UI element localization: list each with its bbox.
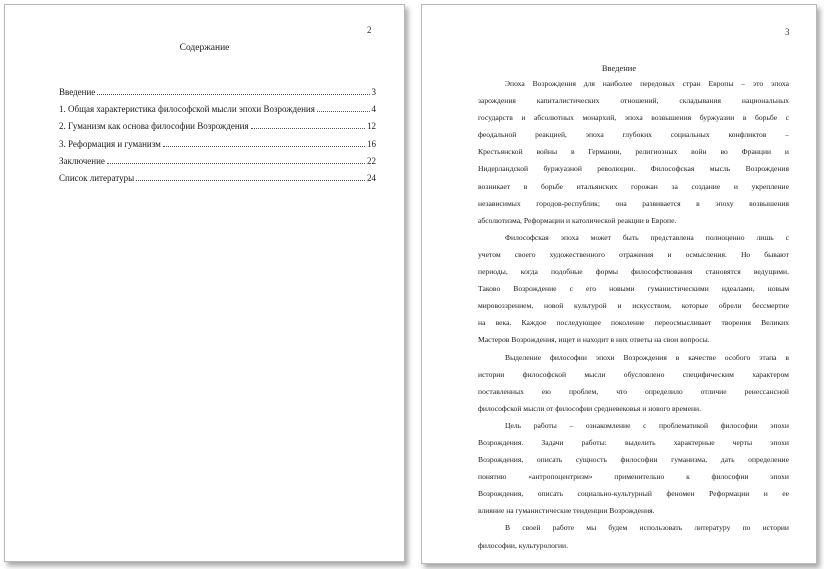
toc-entry-label: 3. Реформация и гуманизм	[59, 138, 161, 149]
toc-leader-dots	[107, 156, 365, 164]
toc-entry-chapter-3[interactable]	[59, 139, 376, 156]
text-line: Возрождения, описать социально-культурный феномен Реформации и ее	[478, 489, 789, 499]
text-line: влияние на гуманистические тенденции Возрождения.	[478, 506, 655, 516]
page-number: 3	[785, 27, 790, 37]
text-line: Нидерландской буржуазной революции. Философская мысль Возрождения	[478, 164, 789, 174]
text-line: Возрождения. Задачи работы: выделить характерные черты эпохи	[478, 437, 789, 447]
text-line: периоды, когда подобные формы философствования становятся ведущими.	[478, 267, 789, 277]
text-line: поставленных ею проблем, что определило отличие ренессансной	[478, 386, 789, 396]
toc-entry-page: 4	[371, 104, 376, 115]
text-line: возникает в борьбе итальянских горожан за создание и укрепление	[478, 181, 789, 191]
text-line: понятию «антропоцентризм» применительно к философии эпохи	[478, 472, 789, 482]
section-title: Введение	[601, 63, 637, 73]
toc-entry-label: Введение	[59, 87, 96, 97]
toc-entry-chapter-2[interactable]	[59, 121, 376, 138]
toc-entry-conclusion[interactable]	[59, 156, 376, 173]
toc-entry-chapter-1[interactable]	[59, 104, 376, 121]
text-line: Мастеров Возрождения, ищет и находит в них ответы на свои вопросы.	[478, 335, 710, 345]
text-line: В своей работе мы будем использовать литературу по истории	[505, 523, 789, 533]
text-line: Возрождения, описать сущность философии гуманизма, дать определение	[478, 455, 789, 465]
text-line: мировоззрением, новой культурой и искусством, которые обрели бессмертие	[478, 301, 789, 311]
text-line: зарождения капиталистических отношений, складывания национальных	[478, 96, 789, 106]
toc-entry-bibliography[interactable]	[59, 173, 376, 190]
toc-leader-dots	[317, 104, 370, 112]
toc-entry-page: 16	[367, 138, 376, 149]
page-number: 2	[367, 25, 372, 35]
text-line: философии, культурологии.	[478, 540, 569, 550]
document-page-2	[4, 4, 405, 562]
body-text	[478, 75, 789, 554]
text-line: феодальной реакцией, эпоха глубоких социальных конфликтов –	[478, 130, 789, 140]
text-line: философской мысли от философии средневековья и нового времени.	[478, 403, 702, 413]
toc-leader-dots	[163, 139, 365, 147]
toc-title: Содержание	[179, 43, 230, 53]
text-line: Выделение философии эпохи Возрождения в качестве особого этапа в	[505, 352, 789, 362]
text-line: абсолютизма, Реформации и католической реакции в Европе.	[478, 215, 677, 225]
toc-entry-label: 1. Общая характеристика философской мысли эпохи Возрождения	[59, 104, 315, 115]
text-line: государств и абсолютных монархий, эпоха возвышения буржуазии в борьбе с	[478, 113, 789, 123]
toc-leader-dots	[97, 87, 369, 95]
toc-entry-label: Заключение	[59, 155, 105, 166]
text-line: Философская эпоха может быть представлена полноценно лишь с	[505, 232, 789, 242]
text-line: на века. Каждое последующее поколение переосмысливает творения Великих	[478, 318, 789, 328]
toc-entry-page: 24	[367, 172, 376, 183]
text-line: Таково Возрождение с его новыми гуманистическими идеалами, новым	[478, 284, 789, 294]
text-line: Крестьянской войны в Германии, религиозных войн во Франции и	[478, 147, 789, 157]
text-line: учетом своего художественного отражения и осмысления. Но бывают	[478, 249, 789, 259]
toc-entry-introduction[interactable]	[59, 87, 376, 104]
toc-entry-label: Список литературы	[59, 172, 135, 183]
text-line: истории философской мысли обусловлено специфическим характером	[478, 369, 789, 379]
toc-leader-dots	[136, 173, 365, 181]
text-line: Цель работы – ознакомление с проблематикой философии эпохи	[505, 420, 789, 430]
toc-entry-label: 2. Гуманизм как основа философии Возрождения	[59, 121, 249, 132]
table-of-contents	[59, 87, 376, 190]
text-line: Эпоха Возрождения для наиболее передовых стран Европы – это эпоха	[505, 79, 789, 88]
toc-leader-dots	[251, 121, 365, 129]
toc-entry-page: 3	[371, 87, 376, 97]
toc-entry-page: 22	[367, 155, 376, 166]
text-line: независимых городов-республик; она развивается в эпоху возвышения	[478, 198, 789, 208]
document-page-3	[421, 4, 817, 564]
toc-entry-page: 12	[367, 121, 376, 132]
